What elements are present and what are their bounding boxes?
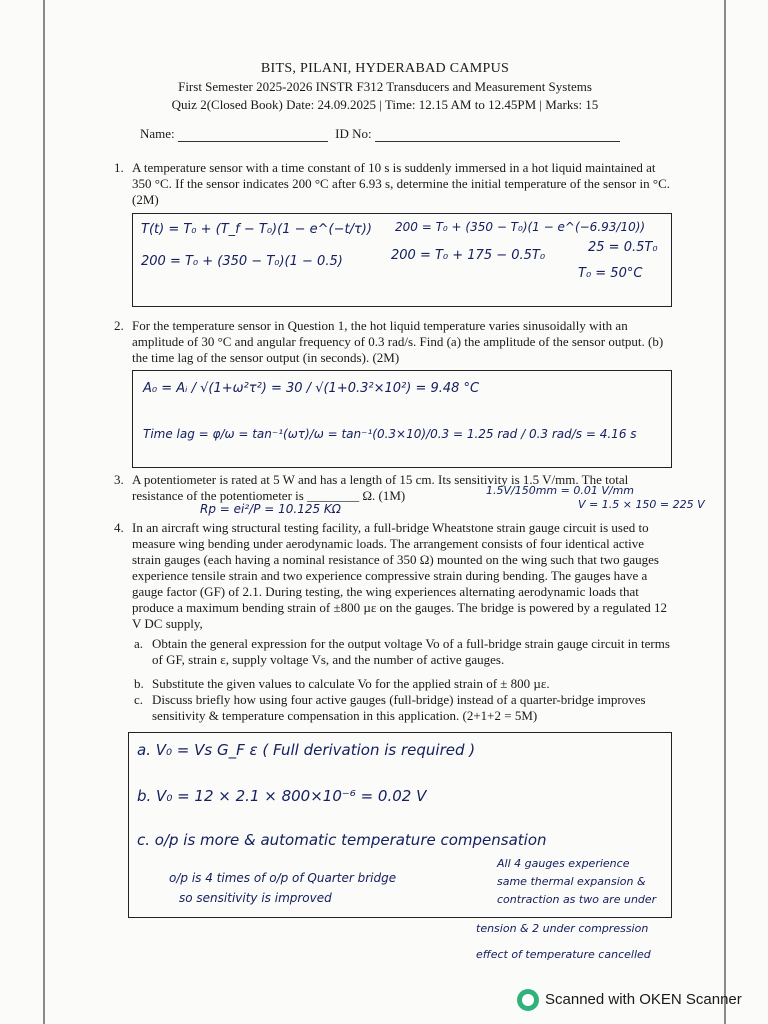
sub-text: Substitute the given values to calculate Vo for the applied strain of ± 800 µε. xyxy=(152,676,550,691)
answer-line: T₀ = 50°C xyxy=(578,266,643,281)
scanner-text: Scanned with OKEN Scanner xyxy=(545,991,742,1008)
sub-label: c. xyxy=(134,692,144,707)
answer-line: T(t) = T₀ + (T_f − T₀)(1 − e^(−t/τ)) xyxy=(141,222,372,237)
answer-line: c. o/p is more & automatic temperature compensation xyxy=(137,831,547,849)
name-blank xyxy=(178,141,328,142)
answer-line: tension & 2 under compression xyxy=(476,922,649,935)
sub-label: a. xyxy=(134,636,144,651)
answer-line: V = 1.5 × 150 = 225 V xyxy=(578,498,705,511)
answer-box-4 xyxy=(128,732,672,918)
question-2 xyxy=(114,318,672,366)
quiz-info-line: Quiz 2(Closed Book) Date: 24.09.2025 | Time: 12.15 AM to 12.45PM | Marks: 15 xyxy=(171,97,599,112)
answer-line: A₀ = Aᵢ / √(1+ω²τ²) = 30 / √(1+0.3²×10²) = 9.48 °C xyxy=(143,381,480,396)
answer-line: All 4 gauges experience xyxy=(497,857,630,870)
answer-line: Rp = ei²/P = 10.125 KΩ xyxy=(200,502,341,516)
question-1 xyxy=(114,160,672,208)
sub-text: Obtain the general expression for the output voltage Vo of a full-bridge strain gauge circuit in terms of GF, strain ε, supply voltage Vs, and the number of active gauges. xyxy=(152,636,670,667)
name-id-row xyxy=(140,126,620,142)
question-text: A temperature sensor with a time constant of 10 s is suddenly immersed in a hot liquid maintained at 350 °C. If the sensor indicates 200 °C after 6.93 s, determine the initial temperature of the sensor in °C. (2M) xyxy=(132,160,670,207)
answer-box-2 xyxy=(132,370,672,468)
page-right-edge xyxy=(724,0,726,1024)
question-text: A potentiometer is rated at 5 W and has a length of 15 cm. Its sensitivity is 1.5 V/mm. The total xyxy=(132,472,629,487)
question-text: In an aircraft wing structural testing facility, a full-bridge Wheatstone strain gauge circuit is used to measure wing bending under aerodynamic loads. The arrangement consists of four identical active strain gauges (each having a nominal resistance of 350 Ω) mounted on the wing such that two gauges experience tensile strain and two experience compressive strain during bending. The gauges have a gauge factor (GF) of 2.1. During testing, the wing experiences alternating aerodynamic loads that produce a maximum bending strain of ±800 µε on the gauges. The bridge is powered by a regulated 12 V DC supply, xyxy=(132,520,668,631)
sub-question-c xyxy=(134,692,672,724)
question-text: resistance of the potentiometer is ________ Ω. (1M) xyxy=(132,488,406,503)
oken-scanner-logo-icon xyxy=(517,989,539,1011)
answer-line: so sensitivity is improved xyxy=(179,891,332,905)
question-number: 3. xyxy=(114,472,124,487)
answer-line: 200 = T₀ + 175 − 0.5T₀ xyxy=(391,248,546,263)
page-left-edge xyxy=(43,0,45,1024)
answer-line: same thermal expansion & xyxy=(497,875,646,888)
answer-box-1 xyxy=(132,213,672,307)
id-blank xyxy=(375,141,620,142)
answer-line: 200 = T₀ + (350 − T₀)(1 − e^(−6.93/10)) xyxy=(395,220,646,234)
institute-name: BITS, PILANI, HYDERABAD CAMPUS xyxy=(260,61,510,76)
answer-line: contraction as two are under xyxy=(497,893,657,906)
answer-line: 200 = T₀ + (350 − T₀)(1 − 0.5) xyxy=(141,254,343,269)
sub-label: b. xyxy=(134,676,144,691)
answer-line: o/p is 4 times of o/p of Quarter bridge xyxy=(169,871,397,885)
name-label: Name: xyxy=(140,126,175,141)
answer-line: effect of temperature cancelled xyxy=(476,948,651,961)
question-number: 2. xyxy=(114,318,124,333)
sub-text: Discuss briefly how using four active gauges (full-bridge) instead of a quarter-bridge improves sensitivity & temperature compensation in this application. (2+1+2 = 5M) xyxy=(152,692,646,723)
exam-header xyxy=(60,60,710,114)
sub-question-b xyxy=(134,676,672,692)
course-line: First Semester 2025-2026 INSTR F312 Transducers and Measurement Systems xyxy=(178,79,592,94)
id-label: ID No: xyxy=(335,126,372,141)
question-number: 1. xyxy=(114,160,124,175)
answer-line: 1.5V/150mm = 0.01 V/mm xyxy=(486,484,635,497)
question-text: For the temperature sensor in Question 1, the hot liquid temperature varies sinusoidally with an amplitude of 30 °C and angular frequency of 0.3 rad/s. Find (a) the amplitude of the sensor output. (b) the time lag of the sensor output (in seconds). (2M) xyxy=(132,318,664,365)
question-4 xyxy=(114,520,672,632)
answer-line: Time lag = φ/ω = tan⁻¹(ωτ)/ω = tan⁻¹(0.3×10)/0.3 = 1.25 rad / 0.3 rad/s = 4.16 s xyxy=(143,427,637,441)
question-number: 4. xyxy=(114,520,124,535)
answer-line: 25 = 0.5T₀ xyxy=(588,240,658,255)
sub-question-a xyxy=(134,636,672,668)
answer-line: b. V₀ = 12 × 2.1 × 800×10⁻⁶ = 0.02 V xyxy=(137,787,427,805)
answer-line: a. V₀ = Vs G_F ε ( Full derivation is required ) xyxy=(137,741,476,759)
